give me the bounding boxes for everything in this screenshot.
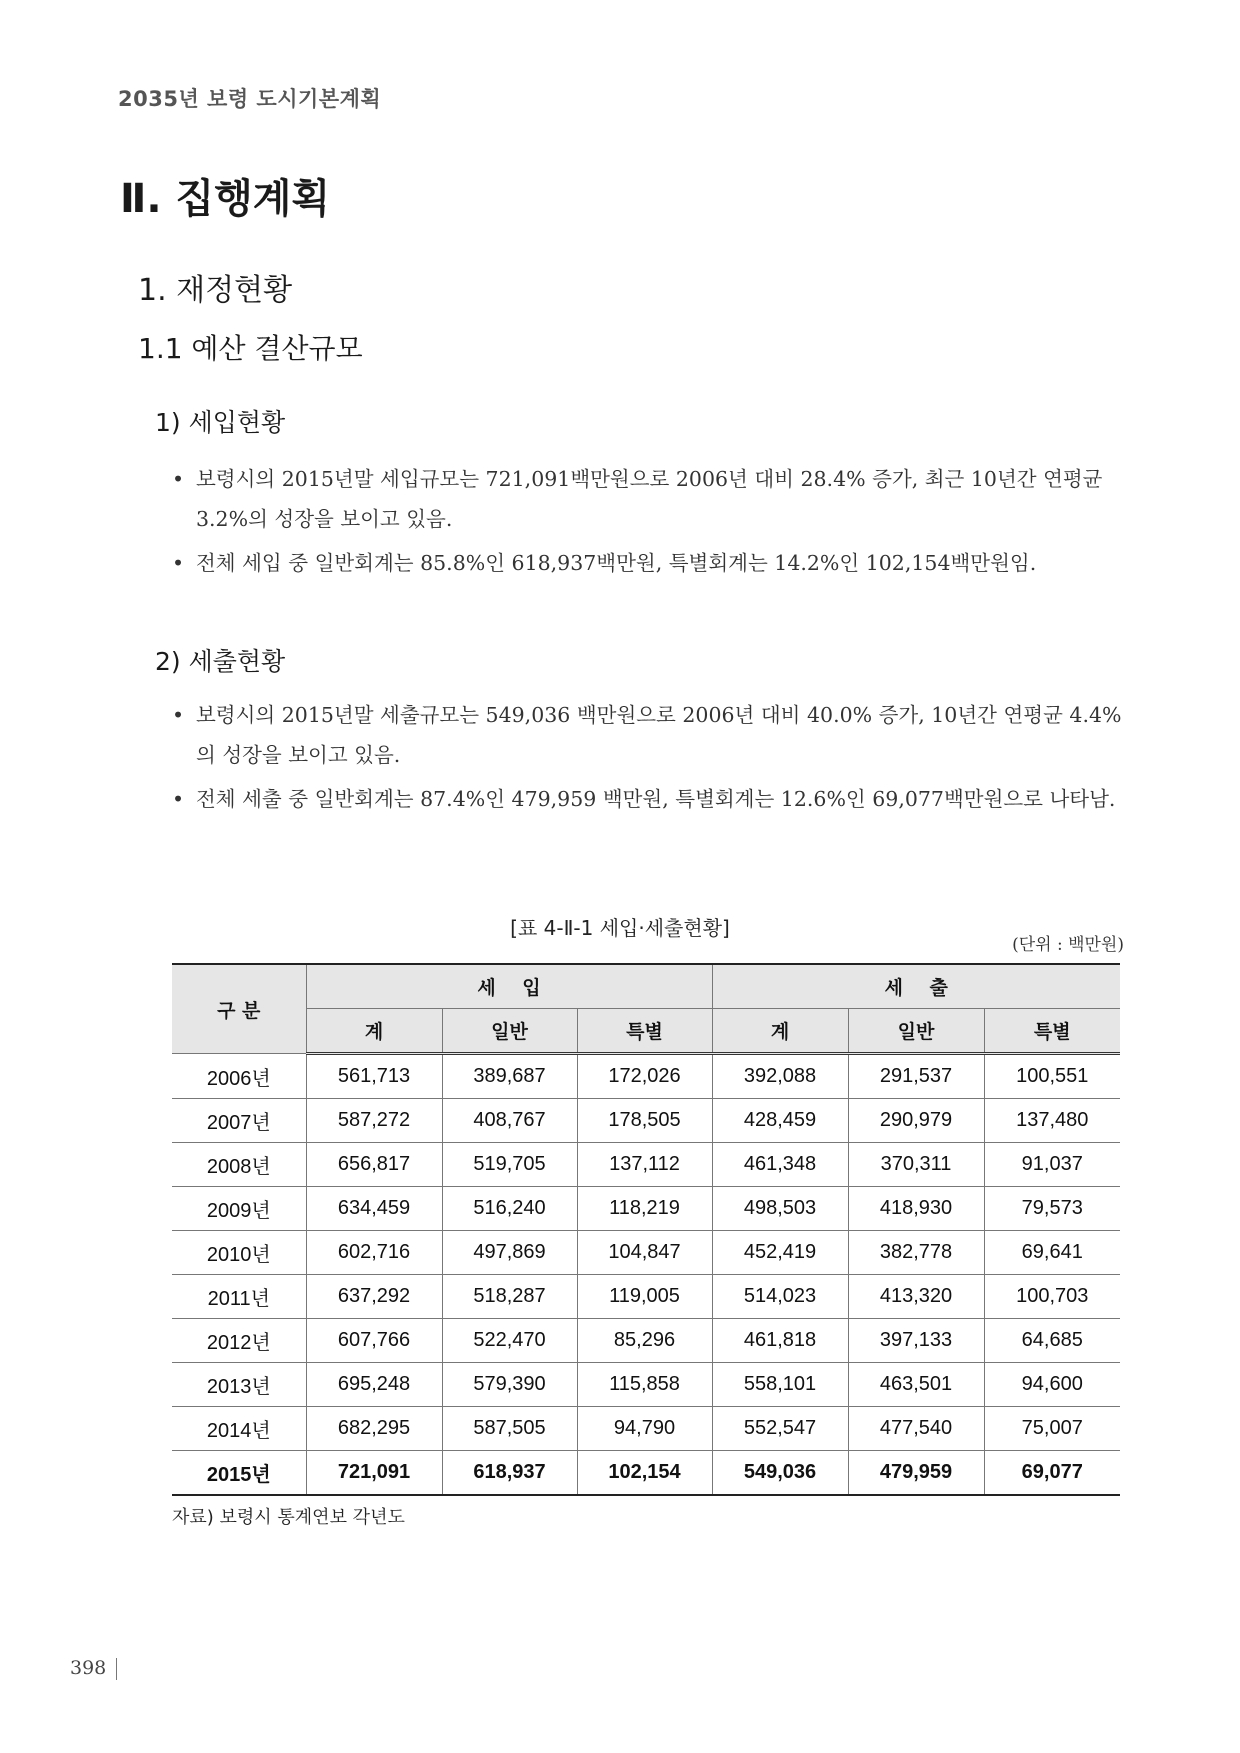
table-cell: 94,790 [577,1407,712,1451]
row-year: 2006년 [172,1054,306,1099]
table-cell: 695,248 [306,1363,442,1407]
table-cell: 291,537 [848,1054,984,1099]
table-cell: 682,295 [306,1407,442,1451]
table-cell: 519,705 [442,1143,577,1187]
row-year: 2011년 [172,1275,306,1319]
bullet-dot: • [172,787,185,811]
table-cell: 518,287 [442,1275,577,1319]
table-cell: 413,320 [848,1275,984,1319]
table-cell: 418,930 [848,1187,984,1231]
expenditure-bullet [170,695,1125,775]
table-cell: 91,037 [984,1143,1120,1187]
table-cell: 172,026 [577,1054,712,1099]
table-row [172,1187,1120,1231]
subsection-title: 1.1 예산 결산규모 [138,332,363,365]
revenue-bullet-text: 전체 세입 중 일반회계는 85.8%인 618,937백만원, 특별회계는 14.2%인 102,154백만원임. [196,551,1037,575]
bullet-dot: • [172,551,185,575]
table-cell: 94,600 [984,1363,1120,1407]
expenditure-bullets [170,695,1125,823]
row-year: 2009년 [172,1187,306,1231]
table-cell: 461,818 [712,1319,848,1363]
subheader-expenditure-general: 일반 [848,1009,984,1054]
table-cell: 618,937 [442,1451,577,1496]
table-cell: 389,687 [442,1054,577,1099]
table-cell: 290,979 [848,1099,984,1143]
table-cell: 392,088 [712,1054,848,1099]
table-cell: 516,240 [442,1187,577,1231]
table-cell: 69,077 [984,1451,1120,1496]
table-cell: 497,869 [442,1231,577,1275]
row-year: 2007년 [172,1099,306,1143]
table-cell: 522,470 [442,1319,577,1363]
table-cell: 75,007 [984,1407,1120,1451]
table-row [172,1231,1120,1275]
row-year: 2008년 [172,1143,306,1187]
table-unit: (단위 : 백만원) [1012,935,1124,955]
section-title: 1. 재정현황 [138,273,293,308]
running-header: 2035년 보령 도시기본계획 [118,87,382,111]
table-cell: 514,023 [712,1275,848,1319]
table-cell: 178,505 [577,1099,712,1143]
table-row-latest [172,1451,1120,1496]
table-caption: [표 4-Ⅱ-1 세입·세출현황] [510,916,730,940]
table-cell: 549,036 [712,1451,848,1496]
table-cell: 552,547 [712,1407,848,1451]
header-expenditure: 세 출 [712,964,1120,1009]
table-subheader-row [172,1009,1120,1054]
subheader-revenue-general: 일반 [442,1009,577,1054]
table-cell: 102,154 [577,1451,712,1496]
table-cell: 479,959 [848,1451,984,1496]
page-footer [70,1657,117,1680]
table-row [172,1275,1120,1319]
table-cell: 587,505 [442,1407,577,1451]
subheader-revenue-total: 계 [306,1009,442,1054]
row-year: 2015년 [172,1451,306,1496]
table-cell: 137,480 [984,1099,1120,1143]
table-row [172,1143,1120,1187]
table-cell: 634,459 [306,1187,442,1231]
table-row [172,1319,1120,1363]
table-cell: 137,112 [577,1143,712,1187]
subheader-revenue-special: 특별 [577,1009,712,1054]
table-row [172,1099,1120,1143]
row-year: 2013년 [172,1363,306,1407]
revenue-bullet [170,459,1125,539]
row-year: 2014년 [172,1407,306,1451]
row-year: 2012년 [172,1319,306,1363]
table-cell: 79,573 [984,1187,1120,1231]
table-cell: 607,766 [306,1319,442,1363]
chapter-title: Ⅱ. 집행계획 [120,176,331,222]
expenditure-heading: 2) 세출현황 [155,647,286,676]
table-cell: 370,311 [848,1143,984,1187]
revenue-bullet-text: 보령시의 2015년말 세입규모는 721,091백만원으로 2006년 대비 28.4% 증가, 최근 10년간 연평균 3.2%의 성장을 보이고 있음. [196,467,1103,531]
table-cell: 637,292 [306,1275,442,1319]
table-cell: 115,858 [577,1363,712,1407]
table-cell: 100,703 [984,1275,1120,1319]
table-cell: 428,459 [712,1099,848,1143]
row-year: 2010년 [172,1231,306,1275]
bullet-dot: • [172,467,185,491]
header-category: 구 분 [172,964,306,1054]
table-cell: 118,219 [577,1187,712,1231]
table-cell: 656,817 [306,1143,442,1187]
header-revenue: 세 입 [306,964,712,1009]
table-header-row [172,964,1120,1009]
table-cell: 461,348 [712,1143,848,1187]
table-cell: 397,133 [848,1319,984,1363]
table-cell: 408,767 [442,1099,577,1143]
table-cell: 561,713 [306,1054,442,1099]
table-cell: 602,716 [306,1231,442,1275]
expenditure-bullet-text: 보령시의 2015년말 세출규모는 549,036 백만원으로 2006년 대비 40.0% 증가, 10년간 연평균 4.4%의 성장을 보이고 있음. [196,703,1122,767]
table-cell: 452,419 [712,1231,848,1275]
table-cell: 69,641 [984,1231,1120,1275]
revenue-bullets [170,459,1125,587]
table-source: 자료) 보령시 통계연보 각년도 [172,1507,405,1528]
revenue-bullet [170,543,1125,583]
table-cell: 463,501 [848,1363,984,1407]
bullet-dot: • [172,703,185,727]
table-cell: 382,778 [848,1231,984,1275]
subheader-expenditure-total: 계 [712,1009,848,1054]
table-cell: 85,296 [577,1319,712,1363]
table-cell: 579,390 [442,1363,577,1407]
footer-divider [116,1658,117,1680]
table-cell: 558,101 [712,1363,848,1407]
revenue-expenditure-table [172,963,1120,1496]
table-row [172,1407,1120,1451]
table-cell: 477,540 [848,1407,984,1451]
table-cell: 498,503 [712,1187,848,1231]
expenditure-bullet-text: 전체 세출 중 일반회계는 87.4%인 479,959 백만원, 특별회계는 12.6%인 69,077백만원으로 나타남. [196,787,1116,811]
revenue-heading: 1) 세입현황 [155,408,286,437]
table-cell: 119,005 [577,1275,712,1319]
page-number: 398 [70,1657,107,1679]
expenditure-bullet [170,779,1125,819]
table-row [172,1363,1120,1407]
table-cell: 721,091 [306,1451,442,1496]
subheader-expenditure-special: 특별 [984,1009,1120,1054]
table-cell: 64,685 [984,1319,1120,1363]
table-cell: 100,551 [984,1054,1120,1099]
table-row [172,1054,1120,1099]
table-cell: 104,847 [577,1231,712,1275]
table-cell: 587,272 [306,1099,442,1143]
